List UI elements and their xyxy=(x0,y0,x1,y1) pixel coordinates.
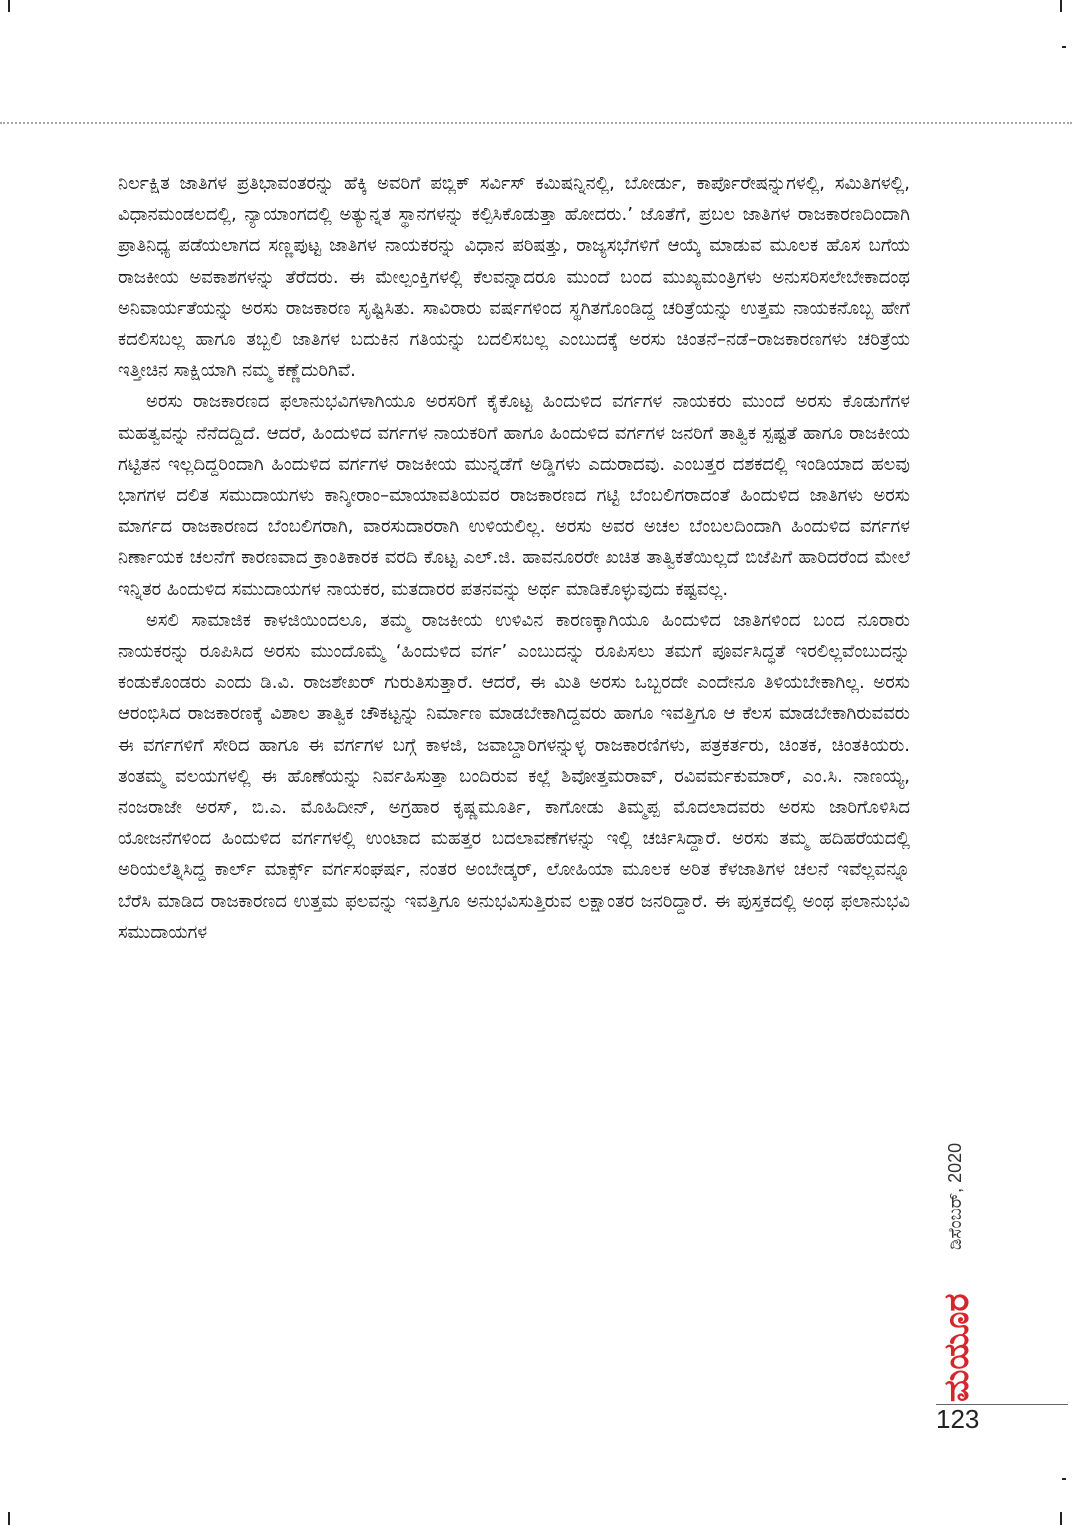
magazine-logo xyxy=(935,1260,979,1410)
paragraph-2: ಅರಸು ರಾಜಕಾರಣದ ಫಲಾನುಭವಿಗಳಾಗಿಯೂ ಅರಸರಿಗೆ ಕೈಕೊಟ್ಟ ಹಿಂದುಳಿದ ವರ್ಗಗಳ ನಾಯಕರು ಮುಂದೆ ಅರಸು ಕೊಡುಗೆಗಳ ಮಹತ್ವವನ್ನು ನೆನೆದದ್ದಿದೆ. ಆದರೆ, ಹಿಂದುಳಿದ ವರ್ಗಗಳ ನಾಯಕರಿಗೆ ಹಾಗೂ ಹಿಂದುಳಿದ ವರ್ಗಗಳ ಜನರಿಗೆ ತಾತ್ವಿಕ ಸ್ಪಷ್ಟತೆ ಹಾಗೂ ರಾಜಕೀಯ ಗಟ್ಟಿತನ ಇಲ್ಲದಿದ್ದರಿಂದಾಗಿ ಹಿಂದುಳಿದ ವರ್ಗಗಳ ರಾಜಕೀಯ ಮುನ್ನಡೆಗೆ ಅಡ್ಡಿಗಳು ಎದುರಾದವು. ಎಂಬತ್ತರ ದಶಕದಲ್ಲಿ ಇಂಡಿಯಾದ ಹಲವು ಭಾಗಗಳ ದಲಿತ ಸಮುದಾಯಗಳು ಕಾನ್ಶೀರಾಂ–ಮಾಯಾವತಿಯವರ ರಾಜಕಾರಣದ ಗಟ್ಟಿ ಬೆಂಬಲಿಗರಾದಂತೆ ಹಿಂದುಳಿದ ಜಾತಿಗಳು ಅರಸು ಮಾರ್ಗದ ರಾಜಕಾರಣದ ಬೆಂಬಲಿಗರಾಗಿ, ವಾರಸುದಾರರಾಗಿ ಉಳಿಯಲಿಲ್ಲ. ಅರಸು ಅವರ ಅಚಲ ಬೆಂಬಲದಿಂದಾಗಿ ಹಿಂದುಳಿದ ವರ್ಗಗಳ ನಿರ್ಣಾಯಕ ಚಲನೆಗೆ ಕಾರಣವಾದ ಕ್ರಾಂತಿಕಾರಕ ವರದಿ ಕೊಟ್ಟ ಎಲ್.ಜಿ. ಹಾವನೂರರೇ ಖಚಿತ ತಾತ್ವಿಕತೆಯಿಲ್ಲದೆ ಬಿಜೆಪಿಗೆ ಹಾರಿದರೆಂದ ಮೇಲೆ ಇನ್ನಿತರ ಹಿಂದುಳಿದ ಸಮುದಾಯಗಳ ನಾಯಕರ, ಮತದಾರರ ಪತನವನ್ನು ಅರ್ಥ ಮಾಡಿಕೊಳ್ಳುವುದು ಕಷ್ಟವಲ್ಲ. xyxy=(118,391,910,600)
crop-mark-right-top xyxy=(1062,46,1066,48)
page-number: 123 xyxy=(936,1404,980,1434)
paragraph-1: ನಿರ್ಲಕ್ಷಿತ ಜಾತಿಗಳ ಪ್ರತಿಭಾವಂತರನ್ನು ಹೆಕ್ಕಿ ಅವರಿಗೆ ಪಬ್ಲಿಕ್ ಸರ್ವಿಸ್ ಕಮಿಷನ್ನಿನಲ್ಲಿ, ಬೋರ್ಡು, ಕಾರ್ಪೊರೇಷನ್ನುಗಳಲ್ಲಿ, ಸಮಿತಿಗಳಲ್ಲಿ, ವಿಧಾನಮಂಡಲದಲ್ಲಿ, ನ್ಯಾಯಾಂಗದಲ್ಲಿ ಅತ್ಯುನ್ನತ ಸ್ಥಾನಗಳನ್ನು ಕಲ್ಪಿಸಿಕೊಡುತ್ತಾ ಹೋದರು.’ ಜೊತೆಗೆ, ಪ್ರಬಲ ಜಾತಿಗಳ ರಾಜಕಾರಣದಿಂದಾಗಿ ಪ್ರಾತಿನಿಧ್ಯ ಪಡೆಯಲಾಗದ ಸಣ್ಣಪುಟ್ಟ ಜಾತಿಗಳ ನಾಯಕರನ್ನು ವಿಧಾನ ಪರಿಷತ್ತು, ರಾಜ್ಯಸಭೆಗಳಿಗೆ ಆಯ್ಕೆ ಮಾಡುವ ಮೂಲಕ ಹೊಸ ಬಗೆಯ ರಾಜಕೀಯ ಅವಕಾಶಗಳನ್ನು ತೆರೆದರು. ಈ ಮೇಲ್ಪಂಕ್ತಿಗಳಲ್ಲಿ ಕೆಲವನ್ನಾದರೂ ಮುಂದೆ ಬಂದ ಮುಖ್ಯಮಂತ್ರಿಗಳು ಅನುಸರಿಸಲೇಬೇಕಾದಂಥ ಅನಿವಾರ್ಯತೆಯನ್ನು ಅರಸು ರಾಜಕಾರಣ ಸೃಷ್ಟಿಸಿತು. ಸಾವಿರಾರು ವರ್ಷಗಳಿಂದ ಸ್ಥಗಿತಗೊಂಡಿದ್ದ ಚರಿತ್ರೆಯನ್ನು ಉತ್ತಮ ನಾಯಕನೊಬ್ಬ ಹೇಗೆ ಕದಲಿಸಬಲ್ಲ ಹಾಗೂ ತಬ್ಬಲಿ ಜಾತಿಗಳ ಬದುಕಿನ ಗತಿಯನ್ನು ಬದಲಿಸಬಲ್ಲ ಎಂಬುದಕ್ಕೆ ಅರಸು ಚಿಂತನೆ–ನಡೆ–ರಾಜಕಾರಣಗಳು ಚರಿತ್ರೆಯ ಇತ್ತೀಚಿನ ಸಾಕ್ಷಿಯಾಗಿ ನಮ್ಮ ಕಣ್ಣೆದುರಿಗಿವೆ. xyxy=(118,173,910,382)
magazine-logo-text: ಮಯೂರ xyxy=(937,1293,977,1402)
paragraph-3: ಅಸಲಿ ಸಾಮಾಜಿಕ ಕಾಳಜಿಯಿಂದಲೂ, ತಮ್ಮ ರಾಜಕೀಯ ಉಳಿವಿನ ಕಾರಣಕ್ಕಾಗಿಯೂ ಹಿಂದುಳಿದ ಜಾತಿಗಳಿಂದ ಬಂದ ನೂರಾರು ನಾಯಕರನ್ನು ರೂಪಿಸಿದ ಅರಸು ಮುಂದೊಮ್ಮೆ ‘ಹಿಂದುಳಿದ ವರ್ಗ’ ಎಂಬುದನ್ನು ರೂಪಿಸಲು ತಮಗೆ ಪೂರ್ವಸಿದ್ಧತೆ ಇರಲಿಲ್ಲವೆಂಬುದನ್ನು ಕಂಡುಕೊಂಡರು ಎಂದು ಡಿ.ವಿ. ರಾಜಶೇಖರ್ ಗುರುತಿಸುತ್ತಾರೆ. ಆದರೆ, ಈ ಮಿತಿ ಅರಸು ಒಬ್ಬರದೇ ಎಂದೇನೂ ತಿಳಿಯಬೇಕಾಗಿಲ್ಲ. ಅರಸು ಆರಂಭಿಸಿದ ರಾಜಕಾರಣಕ್ಕೆ ವಿಶಾಲ ತಾತ್ವಿಕ ಚೌಕಟ್ಟನ್ನು ನಿರ್ಮಾಣ ಮಾಡಬೇಕಾಗಿದ್ದವರು ಹಾಗೂ ಇವತ್ತಿಗೂ ಆ ಕೆಲಸ ಮಾಡಬೇಕಾಗಿರುವವರು ಈ ವರ್ಗಗಳಿಗೆ ಸೇರಿದ ಹಾಗೂ ಈ ವರ್ಗಗಳ ಬಗ್ಗೆ ಕಾಳಜಿ, ಜವಾಬ್ದಾರಿಗಳನ್ನುಳ್ಳ ರಾಜಕಾರಣಿಗಳು, ಪತ್ರಕರ್ತರು, ಚಿಂತಕ, ಚಿಂತಕಿಯರು. ತಂತಮ್ಮ ವಲಯಗಳಲ್ಲಿ ಈ ಹೊಣೆಯನ್ನು ನಿರ್ವಹಿಸುತ್ತಾ ಬಂದಿರುವ ಕಲ್ಲೆ ಶಿವೋತ್ತಮರಾವ್, ರವಿವರ್ಮಕುಮಾರ್, ಎಂ.ಸಿ. ನಾಣಯ್ಯ, ನಂಜರಾಜೇ ಅರಸ್, ಬಿ.ಎ. ಮೊಹಿದೀನ್, ಅಗ್ರಹಾರ ಕೃಷ್ಣಮೂರ್ತಿ, ಕಾಗೋಡು ತಿಮ್ಮಪ್ಪ ಮೊದಲಾದವರು ಅರಸು ಜಾರಿಗೊಳಿಸಿದ ಯೋಜನೆಗಳಿಂದ ಹಿಂದುಳಿದ ವರ್ಗಗಳಲ್ಲಿ ಉಂಟಾದ ಮಹತ್ತರ ಬದಲಾವಣೆಗಳನ್ನು ಇಲ್ಲಿ ಚರ್ಚಿಸಿದ್ದಾರೆ. ಅರಸು ತಮ್ಮ ಹದಿಹರೆಯದಲ್ಲಿ ಅರಿಯಲೆತ್ನಿಸಿದ್ದ ಕಾರ್ಲ್ ಮಾರ್ಕ್ಸ್ ವರ್ಗಸಂಘರ್ಷ, ನಂತರ ಅಂಬೇಡ್ಕರ್, ಲೋಹಿಯಾ ಮೂಲಕ ಅರಿತ ಕೆಳಜಾತಿಗಳ ಚಲನೆ ಇವೆಲ್ಲವನ್ನೂ ಬೆರೆಸಿ ಮಾಡಿದ ರಾಜಕಾರಣದ ಉತ್ತಮ ಫಲವನ್ನು ಇವತ್ತಿಗೂ ಅನುಭವಿಸುತ್ತಿರುವ ಲಕ್ಷಾಂತರ ಜನರಿದ್ದಾರೆ. ಈ ಪುಸ್ತಕದಲ್ಲಿ ಅಂಥ ಫಲಾನುಭವಿ ಸಮುದಾಯಗಳ xyxy=(118,609,910,943)
crop-mark-bottom-right xyxy=(1060,1512,1062,1525)
header-dotted-rule xyxy=(0,122,1072,124)
issue-date-text: ಡಿಸೆಂಬರ್, 2020 xyxy=(945,1142,965,1250)
crop-mark-top-right xyxy=(1060,0,1062,12)
crop-mark-bottom-left xyxy=(8,1512,10,1525)
crop-mark-right-bottom xyxy=(1062,1478,1066,1480)
issue-date-vertical xyxy=(941,1100,971,1250)
article-body xyxy=(118,168,910,948)
crop-mark-top-left xyxy=(8,0,10,12)
